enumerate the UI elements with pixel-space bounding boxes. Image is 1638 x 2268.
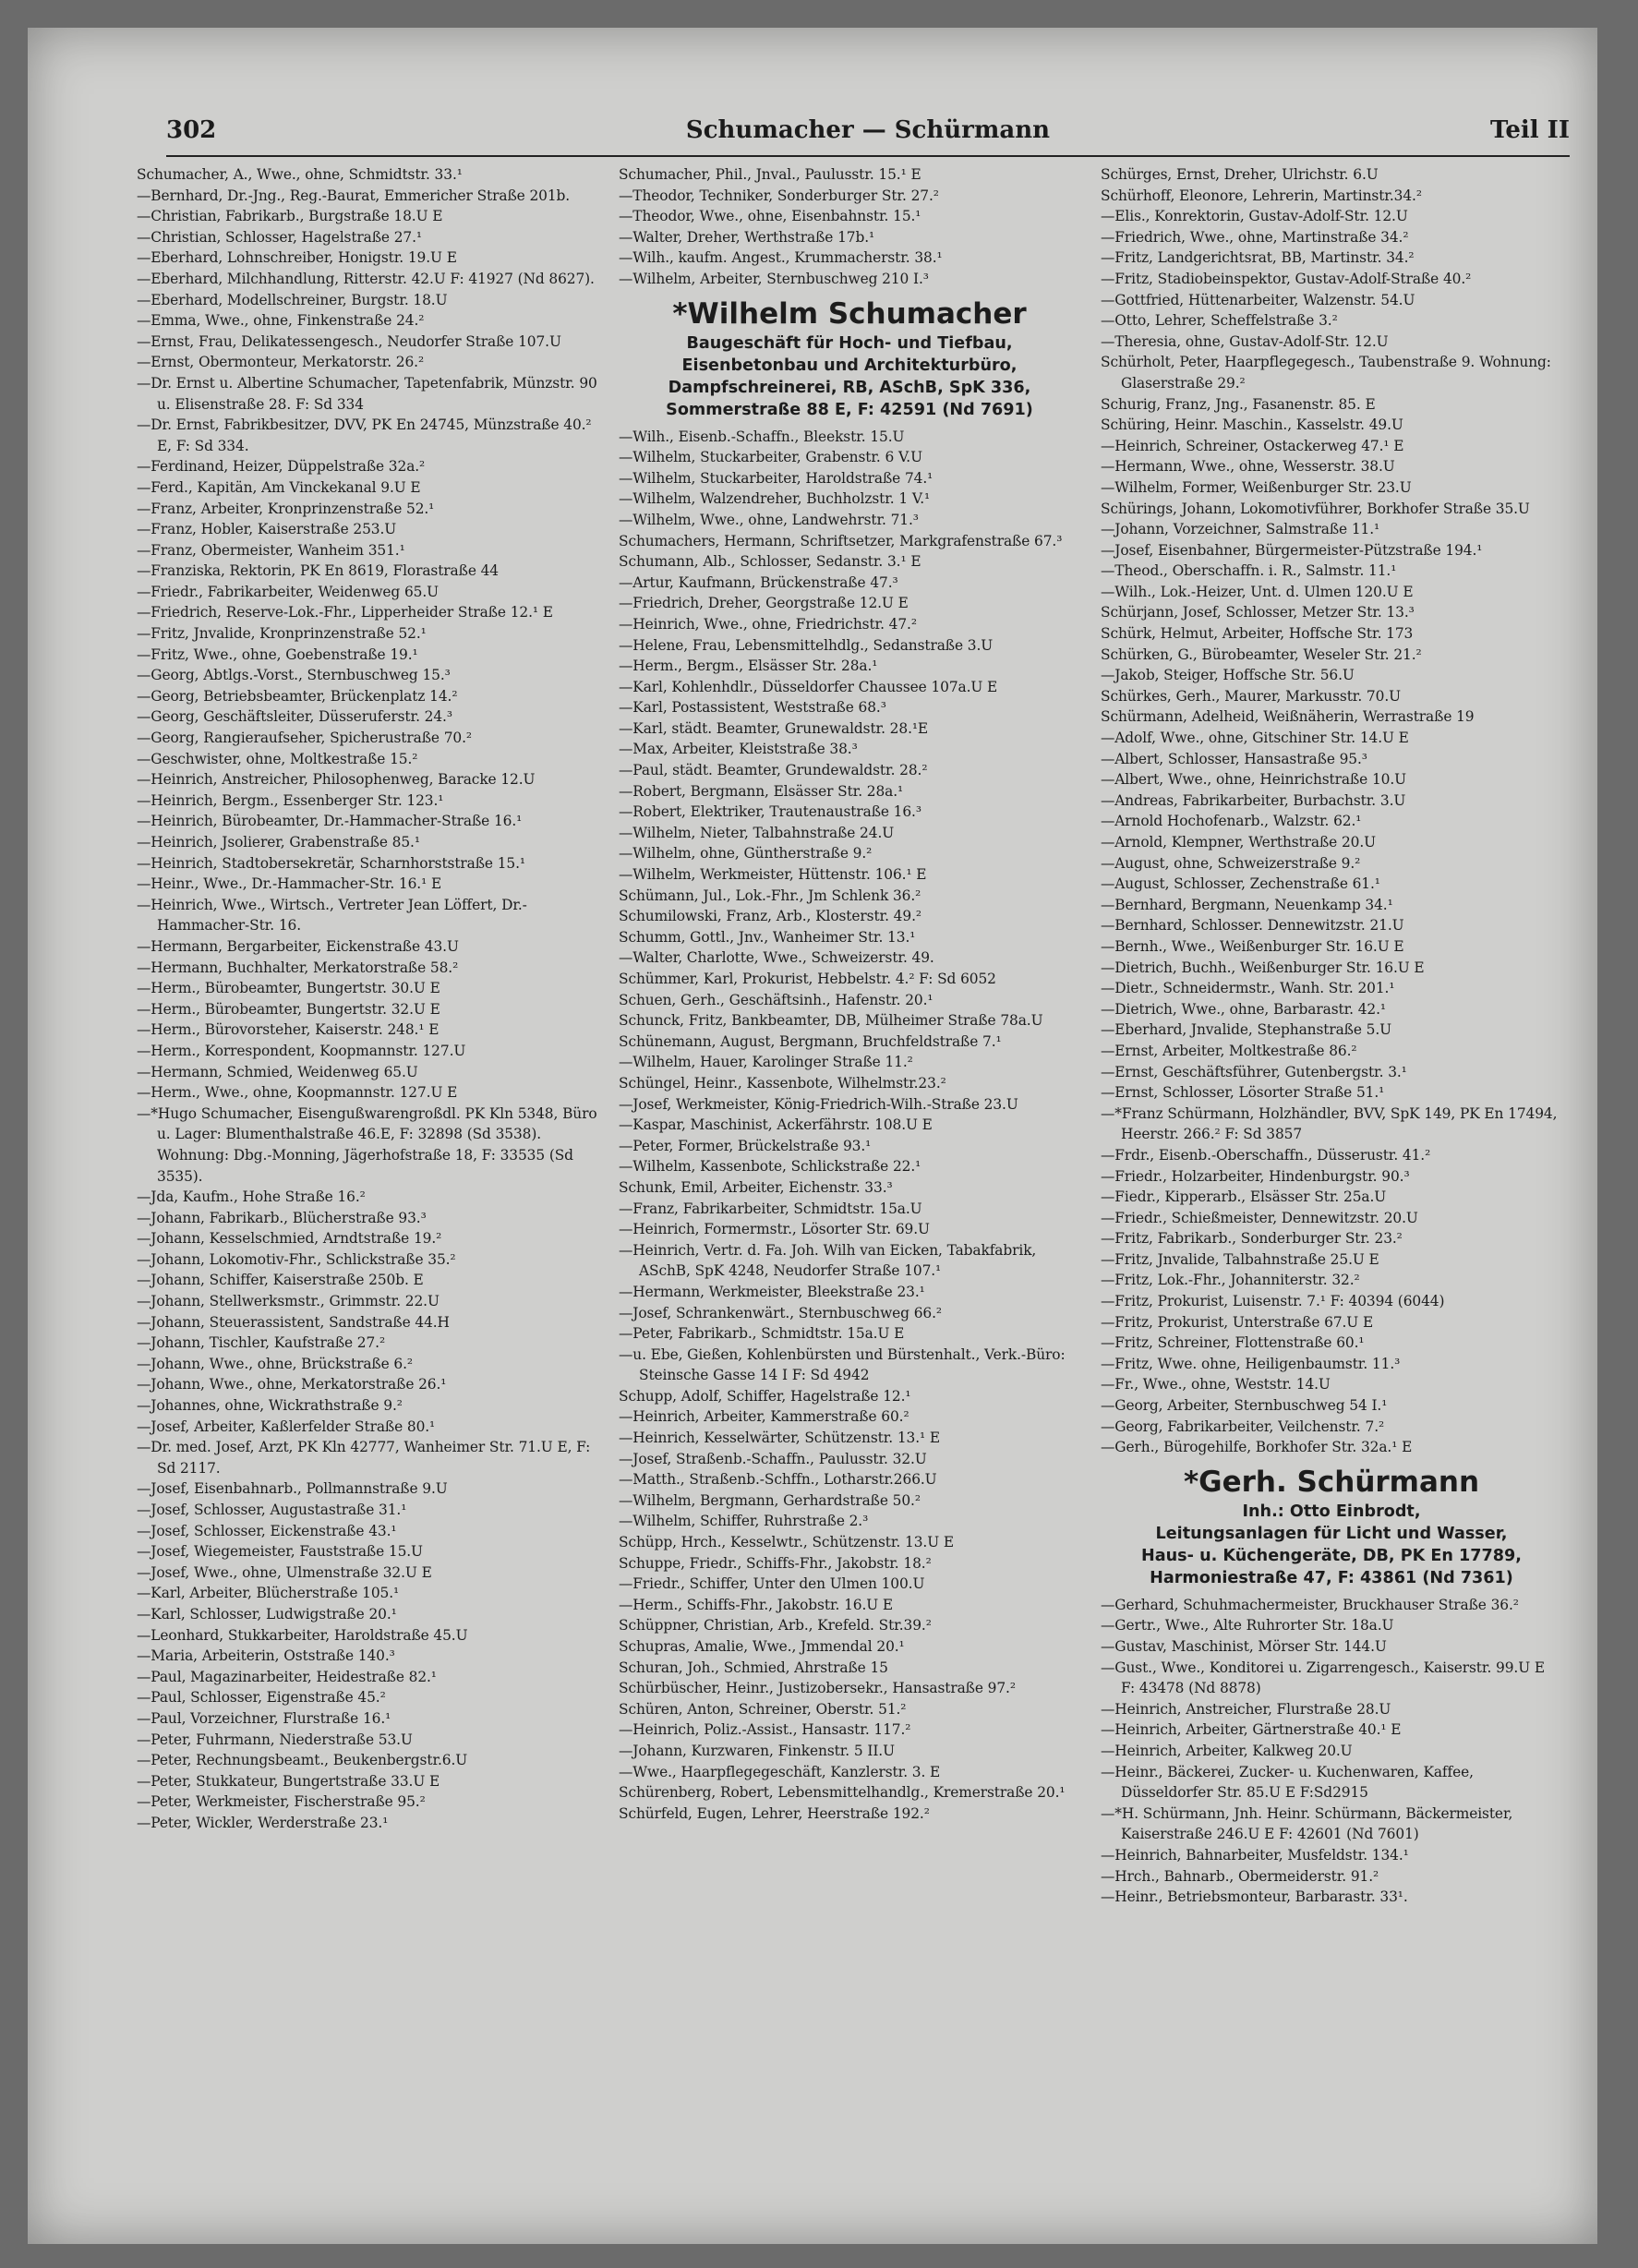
directory-entry: —Heinrich, Jsolierer, Grabenstraße 85.¹ (137, 834, 420, 850)
directory-entry: —Elis., Konrektorin, Gustav-Adolf-Str. 12.U (1101, 208, 1408, 225)
directory-entry: —Wwe., Haarpflegegeschäft, Kanzlerstr. 3. E (619, 1763, 941, 1780)
directory-entry: —Wilhelm, Werkmeister, Hüttenstr. 106.¹ E (619, 866, 927, 884)
directory-entry: —Georg, Fabrikarbeiter, Veilchenstr. 7.² (1101, 1418, 1385, 1435)
directory-entry: —Arnold Hochofenarb., Walzstr. 62.¹ (1101, 813, 1362, 830)
directory-entry: Schumilowski, Franz, Arb., Klosterstr. 49.² (619, 908, 921, 925)
column-2 (619, 164, 1080, 2233)
directory-entry: —Josef, Werkmeister, König-Friedrich-Wilh.-Straße 23.U (619, 1095, 1018, 1113)
directory-entry: —Wilhelm, Stuckarbeiter, Grabenstr. 6 V.U (619, 449, 922, 466)
directory-entry: —Andreas, Fabrikarbeiter, Burbachstr. 3.U (1101, 791, 1406, 809)
directory-entry: —Otto, Lehrer, Scheffelstraße 3.² (1101, 312, 1338, 330)
directory-entry: —Christian, Fabrikarb., Burgstraße 18.U E (137, 208, 443, 225)
directory-entry: —Arnold, Klempner, Werthstraße 20.U (1101, 834, 1377, 850)
directory-entry: —Herm., Bürovorsteher, Kaiserstr. 248.¹ E (137, 1021, 440, 1039)
directory-entry: —Gottfried, Hüttenarbeiter, Walzenstr. 54.U (1101, 291, 1415, 308)
advertisement-gerh-schuermann (1101, 1464, 1562, 1589)
directory-entry: Schürjann, Josef, Schlosser, Metzer Str. 13.³ (1101, 604, 1415, 621)
directory-entry: —Wilhelm, Hauer, Karolinger Straße 11.² (619, 1054, 913, 1071)
directory-entry: —Heinrich, Bahnarbeiter, Musfeldstr. 134.¹ (1101, 1846, 1409, 1864)
directory-entry: —Johann, Lokomotiv-Fhr., Schlickstraße 35.² (137, 1250, 456, 1268)
directory-entry: Schürhoff, Eleonore, Lehrerin, Martinstr.34.² (1101, 187, 1422, 204)
directory-entry: Schüring, Heinr. Maschin., Kasselstr. 49.U (1101, 416, 1403, 434)
directory-entry: —Josef, Wwe., ohne, Ulmenstraße 32.U E (137, 1563, 432, 1581)
directory-entry: —Herm., Wwe., ohne, Koopmannstr. 127.U E (137, 1084, 458, 1102)
ad-name: *Wilhelm Schumacher (672, 296, 1027, 331)
directory-entry: —Georg, Arbeiter, Sternbuschweg 54 I.¹ (1101, 1397, 1388, 1415)
directory-entry: —Franz, Hobler, Kaiserstraße 253.U (137, 521, 397, 538)
directory-entry: —Bernhard, Bergmann, Neuenkamp 34.¹ (1101, 896, 1393, 913)
directory-entry: —Peter, Fuhrmann, Niederstraße 53.U (137, 1731, 413, 1748)
directory-entry: —Josef, Eisenbahner, Bürgermeister-Pützstraße 194.¹ (1101, 541, 1483, 559)
ad-line: Inh.: Otto Einbrodt, (1242, 1502, 1421, 1521)
directory-entry: Schürges, Ernst, Dreher, Ulrichstr. 6.U (1101, 166, 1379, 183)
ad-line: Dampfschreinerei, RB, ASchB, SpK 336, (668, 378, 1031, 397)
directory-entry: —Kaspar, Maschinist, Ackerfährstr. 108.U E (619, 1116, 933, 1134)
directory-entry: —Heinrich, Bergm., Essenberger Str. 123.¹ (137, 791, 444, 809)
directory-entry: —Fritz, Stadiobeinspektor, Gustav-Adolf-Straße 40.² (1101, 270, 1472, 287)
column-3-entries-bottom (1101, 1595, 1562, 1908)
directory-entry: —Fritz, Schreiner, Flottenstraße 60.¹ (1101, 1334, 1365, 1352)
directory-entry: —Gustav, Maschinist, Mörser Str. 144.U (1101, 1638, 1387, 1655)
directory-entry: —Wilhelm, Former, Weißenburger Str. 23.U (1101, 478, 1412, 496)
ad-line: Haus- u. Küchengeräte, DB, PK En 17789, (1141, 1546, 1522, 1565)
directory-entry: —Wilhelm, ohne, Güntherstraße 9.² (619, 845, 873, 863)
directory-entry: —Wilhelm, Walzendreher, Buchholzstr. 1 V.¹ (619, 490, 931, 508)
directory-entry: —Josef, Eisenbahnarb., Pollmannstraße 9.U (137, 1480, 448, 1498)
directory-entry: —Artur, Kaufmann, Brückenstraße 47.³ (619, 573, 898, 591)
directory-entry: —Dr. med. Josef, Arzt, PK Kln 42777, Wanheimer Str. 71.U E, F: Sd 2117. (137, 1439, 591, 1477)
directory-entry: —Wilhelm, Bergmann, Gerhardstraße 50.² (619, 1491, 921, 1509)
directory-entry: —Matth., Straßenb.-Schffn., Lotharstr.266.U (619, 1471, 937, 1489)
directory-entry: Schunck, Fritz, Bankbeamter, DB, Mülheimer Straße 78a.U (619, 1012, 1043, 1030)
directory-entry: Schümann, Jul., Lok.-Fhr., Jm Schlenk 36.² (619, 887, 921, 904)
directory-entry: —Peter, Werkmeister, Fischerstraße 95.² (137, 1793, 426, 1811)
directory-entry: —Leonhard, Stukkarbeiter, Haroldstraße 45.U (137, 1626, 468, 1644)
directory-entry: —Fiedr., Kipperarb., Elsässer Str. 25a.U (1101, 1188, 1387, 1206)
directory-entry: —Bernh., Wwe., Weißenburger Str. 16.U E (1101, 937, 1404, 955)
directory-entry: —Josef, Schlosser, Augustastraße 31.¹ (137, 1502, 407, 1518)
directory-entry: —Jda, Kaufm., Hohe Straße 16.² (137, 1188, 366, 1206)
directory-entry: —Wilh., Eisenb.-Schaffn., Bleekstr. 15.U (619, 428, 905, 445)
directory-entry: —Karl, Postassistent, Weststraße 68.³ (619, 699, 886, 717)
directory-entry: —Heinr., Bäckerei, Zucker- u. Kuchenwaren, Kaffee, Düsseldorfer Str. 85.U E F:Sd2915 (1101, 1763, 1474, 1802)
directory-entry: —Wilhelm, Schiffer, Ruhrstraße 2.³ (619, 1513, 869, 1530)
directory-entry: —Emma, Wwe., ohne, Finkenstraße 24.² (137, 312, 425, 330)
directory-entry: —Gerh., Bürogehilfe, Borkhofer Str. 32a.¹ E (1101, 1439, 1413, 1456)
directory-entry: —Robert, Elektriker, Trautenaustraße 16.³ (619, 803, 921, 821)
directory-entry: —Dietrich, Wwe., ohne, Barbarastr. 42.¹ (1101, 1000, 1386, 1018)
directory-entry: Schumacher, A., Wwe., ohne, Schmidtstr. 33.¹ (137, 166, 463, 183)
directory-entry: —Heinrich, Bürobeamter, Dr.-Hammacher-Straße 16.¹ (137, 813, 523, 830)
page-title: Schumacher — Schürmann (685, 116, 1051, 144)
directory-entry: —Gust., Wwe., Konditorei u. Zigarrengesch., Kaiserstr. 99.U E F: 43478 (Nd 8878) (1101, 1659, 1546, 1697)
directory-entry: —Fritz, Fabrikarb., Sonderburger Str. 23.² (1101, 1230, 1403, 1248)
directory-entry: Schumann, Alb., Schlosser, Sedanstr. 3.¹ E (619, 553, 921, 571)
directory-entry: —Dr. Ernst, Fabrikbesitzer, DVV, PK En 24745, Münzstraße 40.² E, F: Sd 334. (137, 416, 592, 454)
directory-entry: —Gerhard, Schuhmachermeister, Bruckhauser Straße 36.² (1101, 1596, 1519, 1613)
directory-entry: —Franziska, Rektorin, PK En 8619, Florastraße 44 (137, 562, 499, 580)
directory-entry: —Johann, Tischler, Kaufstraße 27.² (137, 1334, 386, 1352)
directory-entry: Schünemann, August, Bergmann, Bruchfeldstraße 7.¹ (619, 1032, 1002, 1050)
directory-entry: Schürfeld, Eugen, Lehrer, Heerstraße 192.² (619, 1804, 930, 1822)
directory-entry: —Dietrich, Buchh., Weißenburger Str. 16.U E (1101, 959, 1425, 976)
directory-entry: —Heinrich, Arbeiter, Gärtnerstraße 40.¹ E (1101, 1721, 1402, 1739)
directory-entry: —*Hugo Schumacher, Eisengußwarengroßdl. PK Kln 5348, Büro u. Lager: Blumenthalstraße 46.E, F: 32898 (Sd 3538). Wohnung: Dbg.-Monning, Jägerhofstraße 18, F: 33535 (Sd 3535). (137, 1104, 597, 1185)
directory-entry: —Paul, städt. Beamter, Grundewaldstr. 28.² (619, 762, 928, 779)
directory-entry: —Friedr., Schiffer, Unter den Ulmen 100.U (619, 1575, 925, 1593)
directory-entry: —Hermann, Werkmeister, Bleekstraße 23.¹ (619, 1283, 925, 1300)
directory-entry: —Adolf, Wwe., ohne, Gitschiner Str. 14.U E (1101, 730, 1409, 747)
directory-page (28, 28, 1597, 2244)
directory-entry: —Herm., Bürobeamter, Bungertstr. 30.U E (137, 980, 440, 997)
directory-entry: Schüppner, Christian, Arb., Krefeld. Str.39.² (619, 1617, 932, 1635)
directory-entry: Schunk, Emil, Arbeiter, Eichenstr. 33.³ (619, 1178, 893, 1196)
directory-entry: —Johann, Kesselschmied, Arndtstraße 19.² (137, 1230, 442, 1248)
directory-entry: —Ernst, Geschäftsführer, Gutenbergstr. 3.¹ (1101, 1063, 1407, 1080)
directory-entry: —Bernhard, Schlosser. Dennewitzstr. 21.U (1101, 917, 1404, 935)
directory-entry: —Fritz, Prokurist, Luisenstr. 7.¹ F: 40394 (6044) (1101, 1293, 1445, 1310)
directory-entry: —Friedrich, Reserve-Lok.-Fhr., Lipperheider Straße 12.¹ E (137, 604, 553, 621)
directory-entry: —Johann, Vorzeichner, Salmstraße 11.¹ (1101, 521, 1380, 538)
directory-entry: —Helene, Frau, Lebensmittelhdlg., Sedanstraße 3.U (619, 636, 994, 654)
directory-entry: —Fr., Wwe., ohne, Weststr. 14.U (1101, 1376, 1331, 1393)
directory-entry: Schuran, Joh., Schmied, Ahrstraße 15 (619, 1659, 888, 1676)
directory-entry: Schürmann, Adelheid, Weißnäherin, Werrastraße 19 (1101, 708, 1475, 726)
directory-entry: —Johannes, ohne, Wickrathstraße 9.² (137, 1397, 403, 1415)
directory-entry: —Wilhelm, Arbeiter, Sternbuschweg 210 I.³ (619, 270, 929, 287)
directory-entry: —Heinrich, Arbeiter, Kalkweg 20.U (1101, 1742, 1353, 1759)
directory-entry: —Ernst, Frau, Delikatessengesch., Neudorfer Straße 107.U (137, 332, 561, 350)
directory-entry: —Jakob, Steiger, Hoffsche Str. 56.U (1101, 667, 1355, 684)
directory-entry: —Peter, Stukkateur, Bungertstraße 33.U E (137, 1772, 440, 1790)
directory-entry: Schumachers, Hermann, Schriftsetzer, Markgrafenstraße 67.³ (619, 532, 1063, 549)
directory-entry: Schürings, Johann, Lokomotivführer, Borkhofer Straße 35.U (1101, 500, 1530, 517)
directory-entry: —Paul, Schlosser, Eigenstraße 45.² (137, 1689, 386, 1707)
directory-entry: —Wilh., Lok.-Heizer, Unt. d. Ulmen 120.U E (1101, 583, 1414, 600)
directory-entry: —Wilhelm, Stuckarbeiter, Haroldstraße 74.¹ (619, 469, 933, 487)
directory-entry: —Herm., Korrespondent, Koopmannstr. 127.U (137, 1042, 466, 1059)
directory-entry: Schupras, Amalie, Wwe., Jmmendal 20.¹ (619, 1638, 905, 1655)
directory-entry: —Fritz, Prokurist, Unterstraße 67.U E (1101, 1313, 1374, 1331)
directory-entry: —Eberhard, Milchhandlung, Ritterstr. 42.U F: 41927 (Nd 8627). (137, 270, 595, 287)
directory-entry: —Eberhard, Modellschreiner, Burgstr. 18.U (137, 291, 448, 308)
directory-entry: —Hermann, Bergarbeiter, Eickenstraße 43.U (137, 937, 459, 955)
directory-entry: —Ernst, Obermonteur, Merkatorstr. 26.² (137, 354, 425, 371)
directory-entry: —Max, Arbeiter, Kleiststraße 38.³ (619, 741, 858, 758)
directory-entry: —Friedr., Holzarbeiter, Hindenburgstr. 90.³ (1101, 1167, 1410, 1185)
directory-entry: —Johann, Wwe., ohne, Brückstraße 6.² (137, 1355, 413, 1372)
directory-entry: —Heinrich, Vertr. d. Fa. Joh. Wilh van Eicken, Tabakfabrik, ASchB, SpK 4248, Neudorfer Straße 107.¹ (619, 1241, 1037, 1280)
directory-entry: —Georg, Betriebsbeamter, Brückenplatz 14.² (137, 687, 458, 705)
directory-entry: —Ernst, Schlosser, Lösorter Straße 51.¹ (1101, 1084, 1385, 1102)
directory-entry: —Peter, Wickler, Werderstraße 23.¹ (137, 1814, 389, 1831)
directory-entry: —*H. Schürmann, Jnh. Heinr. Schürmann, Bäckermeister, Kaiserstraße 246.U E F: 42601 (Nd 7601) (1101, 1804, 1513, 1843)
directory-entry: —Friedrich, Dreher, Georgstraße 12.U E (619, 595, 909, 612)
directory-entry: —Wilhelm, Nieter, Talbahnstraße 24.U (619, 824, 895, 841)
directory-entry: —Fritz, Jnvalide, Talbahnstraße 25.U E (1101, 1250, 1379, 1268)
directory-entry: —Gertr., Wwe., Alte Ruhrorter Str. 18a.U (1101, 1617, 1394, 1635)
directory-entry: Schürk, Helmut, Arbeiter, Hoffsche Str. 173 (1101, 625, 1414, 643)
directory-entry: —Heinr., Betriebsmonteur, Barbarastr. 33¹. (1101, 1888, 1408, 1906)
directory-entry: Schürken, G., Bürobeamter, Weseler Str. 21.² (1101, 645, 1422, 663)
ad-line: Eisenbetonbau und Architekturbüro, (681, 356, 1018, 375)
directory-entry: —Robert, Bergmann, Elsässer Str. 28a.¹ (619, 782, 904, 800)
directory-entry: —Heinrich, Anstreicher, Flurstraße 28.U (1101, 1700, 1391, 1718)
directory-entry: —Herm., Bergm., Elsässer Str. 28a.¹ (619, 657, 878, 675)
directory-entry: —Dietr., Schneidermstr., Wanh. Str. 201.¹ (1101, 980, 1395, 997)
directory-entry: —Heinrich, Schreiner, Ostackerweg 47.¹ E (1101, 437, 1404, 454)
directory-entry: —Albert, Schlosser, Hansastraße 95.³ (1101, 750, 1367, 767)
directory-entry: —Bernhard, Dr.-Jng., Reg.-Baurat, Emmericher Straße 201b. (137, 187, 571, 204)
directory-entry: —Josef, Straßenb.-Schaffn., Paulusstr. 32.U (619, 1450, 927, 1467)
directory-entry: —Johann, Schiffer, Kaiserstraße 250b. E (137, 1272, 424, 1289)
directory-entry: Schüngel, Heinr., Kassenbote, Wilhelmstr.23.² (619, 1074, 946, 1092)
directory-entry: —Heinrich, Wwe., ohne, Friedrichstr. 47.² (619, 615, 917, 633)
directory-entry: —Johann, Kurzwaren, Finkenstr. 5 II.U (619, 1742, 895, 1759)
directory-entry: —Josef, Arbeiter, Kaßlerfelder Straße 80.¹ (137, 1418, 436, 1435)
column-3-entries-top (1101, 164, 1562, 1458)
directory-entry: —Heinrich, Wwe., Wirtsch., Vertreter Jean Löffert, Dr.-Hammacher-Str. 16. (137, 896, 527, 935)
directory-entry: —Fritz, Wwe., ohne, Goebenstraße 19.¹ (137, 645, 418, 663)
directory-entry: —Heinrich, Formermstr., Lösorter Str. 69.U (619, 1221, 930, 1238)
directory-entry: Schurig, Franz, Jng., Fasanenstr. 85. E (1101, 395, 1376, 413)
directory-entry: —Georg, Rangieraufseher, Spicherustraße 70.² (137, 730, 472, 747)
directory-entry: —Josef, Schrankenwärt., Sternbuschweg 66.² (619, 1304, 942, 1321)
directory-entry: —August, Schlosser, Zechenstraße 61.¹ (1101, 875, 1380, 893)
directory-entry: —Walter, Charlotte, Wwe., Schweizerstr. 49. (619, 949, 934, 967)
directory-entry: Schumacher, Phil., Jnval., Paulusstr. 15.¹ E (619, 166, 921, 183)
ad-name: *Gerh. Schürmann (1183, 1465, 1480, 1499)
ad-line: Leitungsanlagen für Licht und Wasser, (1155, 1524, 1508, 1543)
directory-entry: —Theodor, Techniker, Sonderburger Str. 27.² (619, 187, 939, 204)
directory-entry: —Karl, Schlosser, Ludwigstraße 20.¹ (137, 1605, 397, 1623)
directory-entry: —Christian, Schlosser, Hagelstraße 27.¹ (137, 228, 422, 246)
directory-entry: —Paul, Vorzeichner, Flurstraße 16.¹ (137, 1709, 391, 1727)
directory-entry: —Heinrich, Arbeiter, Kammerstraße 60.² (619, 1408, 909, 1426)
directory-entry: —Maria, Arbeiterin, Oststraße 140.³ (137, 1647, 395, 1665)
directory-entry: —Theresia, ohne, Gustav-Adolf-Str. 12.U (1101, 332, 1389, 350)
directory-entry: —Franz, Obermeister, Wanheim 351.¹ (137, 541, 405, 559)
directory-entry: —Theod., Oberschaffn. i. R., Salmstr. 11.¹ (1101, 562, 1397, 580)
directory-entry: —Josef, Wiegemeister, Fauststraße 15.U (137, 1543, 423, 1561)
directory-entry: Schürholt, Peter, Haarpflegegesch., Taubenstraße 9. Wohnung: Glaserstraße 29.² (1101, 354, 1551, 392)
directory-entry: —Eberhard, Lohnschreiber, Honigstr. 19.U E (137, 249, 457, 267)
directory-entry: —Franz, Fabrikarbeiter, Schmidtstr. 15a.U (619, 1200, 922, 1217)
directory-entry: —Friedr., Fabrikarbeiter, Weidenweg 65.U (137, 583, 440, 600)
directory-entry: Schuppe, Friedr., Schiffs-Fhr., Jakobstr. 18.² (619, 1554, 932, 1572)
directory-entry: —Georg, Abtlgs.-Vorst., Sternbuschweg 15.³ (137, 667, 451, 684)
directory-entry: —Hermann, Wwe., ohne, Wesserstr. 38.U (1101, 458, 1395, 476)
directory-entry: —Frdr., Eisenb.-Oberschaffn., Düsserustr. 41.² (1101, 1146, 1431, 1164)
ad-line: Sommerstraße 88 E, F: 42591 (Nd 7691) (666, 400, 1033, 419)
page-number: 302 (166, 116, 217, 144)
directory-entry: —Walter, Dreher, Werthstraße 17b.¹ (619, 228, 875, 246)
directory-entry: Schuen, Gerh., Geschäftsinh., Hafenstr. 20.¹ (619, 991, 933, 1008)
directory-entry: —Karl, Arbeiter, Blücherstraße 105.¹ (137, 1585, 400, 1602)
directory-entry: —Johann, Steuerassistent, Sandstraße 44.H (137, 1313, 450, 1331)
directory-entry: —*Franz Schürmann, Holzhändler, BVV, SpK 149, PK En 17494, Heerstr. 266.² F: Sd 3857 (1101, 1104, 1558, 1143)
directory-entry: —Paul, Magazinarbeiter, Heidestraße 82.¹ (137, 1668, 437, 1685)
directory-entry: Schümmer, Karl, Prokurist, Hebbelstr. 4.² F: Sd 6052 (619, 971, 996, 987)
directory-entry: —Geschwister, ohne, Moltkestraße 15.² (137, 750, 418, 767)
directory-entry: —Herm., Schiffs-Fhr., Jakobstr. 16.U E (619, 1596, 894, 1613)
directory-entry: Schürbüscher, Heinr., Justizobersekr., Hansastraße 97.² (619, 1680, 1016, 1697)
directory-entry: —Hrch., Bahnarb., Obermeiderstr. 91.² (1101, 1867, 1379, 1885)
directory-entry: —Ferdinand, Heizer, Düppelstraße 32a.² (137, 458, 426, 476)
part-label: Teil II (1489, 116, 1570, 144)
column-1 (137, 164, 598, 2233)
page-header (166, 109, 1570, 157)
directory-entry: —Theodor, Wwe., ohne, Eisenbahnstr. 15.¹ (619, 208, 921, 225)
directory-entry: —August, ohne, Schweizerstraße 9.² (1101, 854, 1361, 872)
directory-entry: —Ernst, Arbeiter, Moltkestraße 86.² (1101, 1042, 1357, 1059)
directory-entry: —u. Ebe, Gießen, Kohlenbürsten und Bürstenhalt., Verk.-Büro: Steinsche Gasse 14 I F: Sd 4942 (619, 1345, 1066, 1384)
directory-entry: —Hermann, Schmied, Weidenweg 65.U (137, 1063, 418, 1080)
directory-entry: —Fritz, Landgerichtsrat, BB, Martinstr. 34.² (1101, 249, 1415, 267)
directory-entry: —Herm., Bürobeamter, Bungertstr. 32.U E (137, 1000, 440, 1018)
directory-entry: Schürenberg, Robert, Lebensmittelhandlg., Kremerstraße 20.¹ (619, 1784, 1066, 1802)
column-2-entries-bottom (619, 427, 1080, 1825)
directory-entry: —Heinrich, Anstreicher, Philosophenweg, Baracke 12.U (137, 771, 536, 789)
directory-entry: —Heinrich, Poliz.-Assist., Hansastr. 117.² (619, 1721, 911, 1739)
directory-entry: Schüpp, Hrch., Kesselwtr., Schützenstr. 13.U E (619, 1534, 954, 1551)
ad-line: Harmoniestraße 47, F: 43861 (Nd 7361) (1150, 1568, 1513, 1587)
directory-entry: —Wilhelm, Wwe., ohne, Landwehrstr. 71.³ (619, 511, 919, 528)
directory-entry: —Johann, Wwe., ohne, Merkatorstraße 26.¹ (137, 1376, 447, 1393)
advertisement-wilhelm-schumacher (619, 296, 1080, 421)
directory-entry: —Friedrich, Wwe., ohne, Martinstraße 34.² (1101, 228, 1409, 246)
directory-entry: —Peter, Fabrikarb., Schmidtstr. 15a.U E (619, 1325, 905, 1343)
directory-entry: —Heinrich, Kesselwärter, Schützenstr. 13.¹ E (619, 1430, 941, 1447)
directory-entry: —Peter, Rechnungsbeamt., Beukenbergstr.6.U (137, 1752, 468, 1769)
directory-entry: —Wilhelm, Kassenbote, Schlickstraße 22.¹ (619, 1158, 921, 1176)
ad-line: Baugeschäft für Hoch- und Tiefbau, (686, 333, 1013, 353)
directory-entry: —Karl, städt. Beamter, Grunewaldstr. 28.¹E (619, 719, 929, 737)
directory-entry: —Franz, Arbeiter, Kronprinzenstraße 52.¹ (137, 500, 435, 517)
directory-entry: —Hermann, Buchhalter, Merkatorstraße 58.² (137, 959, 459, 976)
directory-entry: —Heinrich, Stadtobersekretär, Scharnhorststraße 15.¹ (137, 854, 525, 872)
column-3 (1101, 164, 1562, 2233)
directory-entry: —Wilh., kaufm. Angest., Krummacherstr. 38.¹ (619, 249, 943, 267)
directory-entry: —Eberhard, Jnvalide, Stephanstraße 5.U (1101, 1021, 1392, 1039)
directory-entry: —Georg, Geschäftsleiter, Düsseruferstr. 24.³ (137, 708, 452, 726)
directory-entry: —Friedr., Schießmeister, Dennewitzstr. 20.U (1101, 1209, 1418, 1226)
directory-entry: —Josef, Schlosser, Eickenstraße 43.¹ (137, 1522, 397, 1539)
directory-entry: —Johann, Stellwerksmstr., Grimmstr. 22.U (137, 1293, 440, 1310)
directory-entry: —Heinr., Wwe., Dr.-Hammacher-Str. 16.¹ E (137, 875, 442, 893)
directory-entry: Schumm, Gottl., Jnv., Wanheimer Str. 13.¹ (619, 928, 916, 946)
directory-entry: —Dr. Ernst u. Albertine Schumacher, Tapetenfabrik, Münzstr. 90 u. Elisenstraße 28. F: Sd 334 (137, 374, 597, 413)
directory-entry: Schupp, Adolf, Schiffer, Hagelstraße 12.¹ (619, 1387, 911, 1405)
directory-entry: Schüren, Anton, Schreiner, Oberstr. 51.² (619, 1700, 907, 1718)
directory-entry: —Albert, Wwe., ohne, Heinrichstraße 10.U (1101, 771, 1406, 789)
directory-entry: Schürkes, Gerh., Maurer, Markusstr. 70.U (1101, 687, 1401, 705)
directory-entry: —Karl, Kohlenhdlr., Düsseldorfer Chaussee 107a.U E (619, 678, 998, 695)
directory-entry: —Fritz, Wwe. ohne, Heiligenbaumstr. 11.³ (1101, 1355, 1401, 1372)
directory-entry: —Ferd., Kapitän, Am Vinckekanal 9.U E (137, 478, 421, 496)
directory-entry: —Fritz, Lok.-Fhr., Johanniterstr. 32.² (1101, 1272, 1360, 1289)
column-2-entries-top (619, 164, 1080, 290)
directory-entry: —Peter, Former, Brückelstraße 93.¹ (619, 1137, 872, 1154)
directory-entry: —Fritz, Jnvalide, Kronprinzenstraße 52.¹ (137, 625, 427, 643)
directory-entry: —Johann, Fabrikarb., Blücherstraße 93.³ (137, 1209, 427, 1226)
